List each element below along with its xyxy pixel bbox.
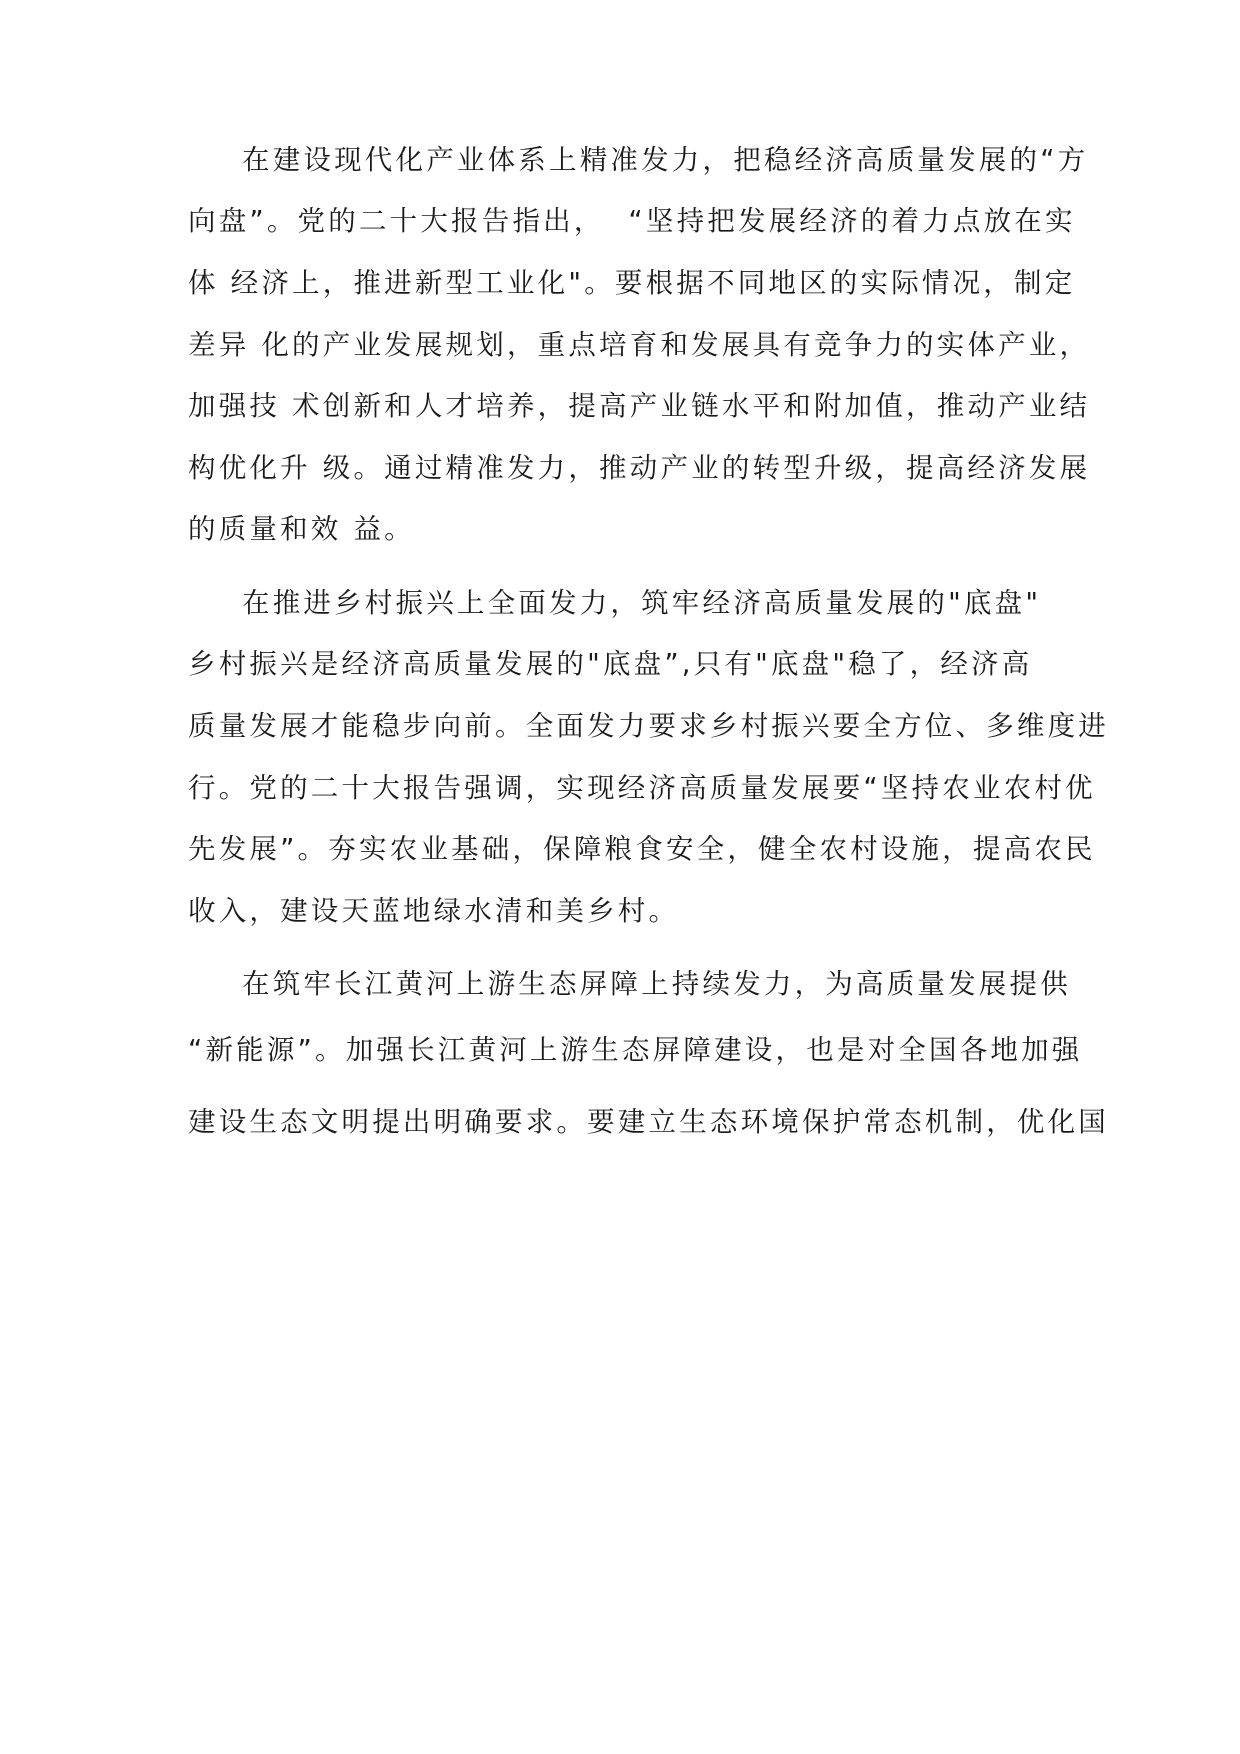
paragraph-line: “新能源”。加强长江黄河上游生态屏障建设，也是对全国各地加强 (188, 1034, 1083, 1066)
paragraph-line: 加强技 术创新和人才培养，提高产业链水平和附加值，推动产业结 (188, 390, 1091, 422)
paragraph-line: 差异 化的产业发展规划，重点培育和发展具有竞争力的实体产业， (188, 329, 1091, 361)
paragraph-line: 在推进乡村振兴上全面发力，筑牢经济高质量发展的"底盘" (242, 587, 1042, 619)
paragraph-line: 在筑牢长江黄河上游生态屏障上持续发力，为高质量发展提供 (242, 968, 1071, 1000)
paragraph-line: 体 经济上，推进新型工业化"。要根据不同地区的实际情况，制定 (188, 267, 1076, 299)
paragraph-line: 乡村振兴是经济高质量发展的"底盘”,只有"底盘"稳了，经济高 (188, 648, 1033, 680)
paragraph-line: 行。党的二十大报告强调，实现经济高质量发展要“坚持农业农村优 (188, 772, 1096, 804)
paragraph-line: 在建设现代化产业体系上精准发力，把稳经济高质量发展的“方 (242, 144, 1089, 176)
paragraph-line: 先发展”。夯实农业基础，保障粮食安全，健全农村设施，提高农民 (188, 833, 1096, 865)
paragraph-line: 的质量和效 益。 (188, 513, 415, 545)
paragraph-line: 质量发展才能稳步向前。全面发力要求乡村振兴要全方位、多维度进 (188, 710, 1109, 742)
paragraph-line: 建设生态文明提出明确要求。要建立生态环境保护常态机制，优化国 (188, 1106, 1109, 1138)
paragraph-line: 向盘”。党的二十大报告指出， “坚持把发展经济的着力点放在实 (188, 205, 1076, 237)
paragraph-line: 收入，建设天蓝地绿水清和美乡村。 (188, 895, 680, 927)
paragraph-line: 构优化升 级。通过精准发力，推动产业的转型升级，提高经济发展 (188, 452, 1091, 484)
